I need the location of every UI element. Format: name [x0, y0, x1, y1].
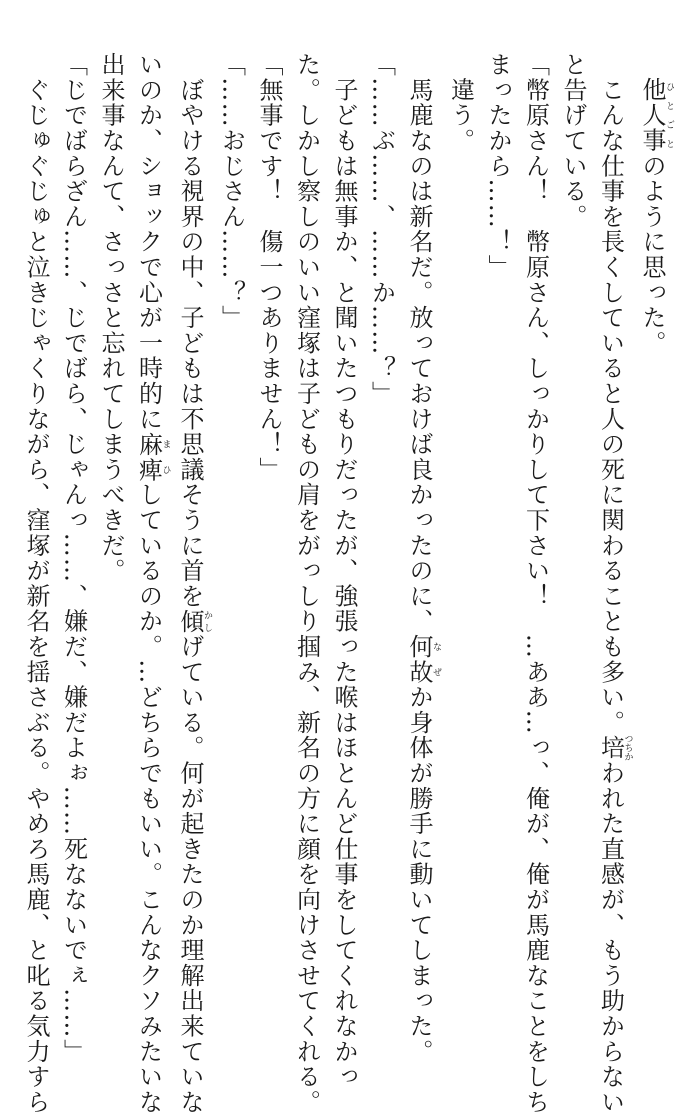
text-line — [633, 52, 675, 982]
text-segment: 「じでばらざん……、じでばら、じゃんっ……、嫌だ、嫌だよぉ……死なないでぇ……」 — [59, 52, 88, 1064]
text-line — [129, 52, 171, 1115]
text-segment: げている。何が起きたのか理解出来ていな — [176, 633, 204, 1115]
text-line — [400, 52, 442, 1065]
text-segment: 馬鹿なのは新名だ。放っておけば良かったのに、 — [405, 52, 433, 634]
text-segment: 「……ぶ……、……か……？」 — [367, 52, 396, 407]
text-line — [516, 52, 554, 1115]
text-line — [325, 52, 363, 1090]
text-line — [479, 52, 517, 982]
text-line — [17, 52, 55, 1115]
text-segment: 「……おじさん……？」 — [217, 52, 246, 331]
text-line — [212, 52, 250, 982]
text-segment: ぼやける視界の中、子どもは不思議そうに首を — [176, 52, 204, 609]
text-line — [54, 52, 92, 1064]
text-line — [287, 52, 325, 1115]
text-segment: と告げている。 — [559, 52, 587, 230]
ruby-word — [405, 633, 441, 685]
ruby-word — [596, 734, 633, 762]
text-segment: 子どもは無事か、と聞いたつもりだったが、強張った喉はほとんど仕事をしてくれなかっ — [330, 52, 358, 1090]
text-segment: のように思った。 — [638, 153, 666, 356]
text-segment: まったから……！」 — [484, 52, 512, 280]
text-line — [362, 52, 400, 982]
text-line — [250, 52, 288, 982]
text-line — [591, 52, 633, 1115]
text-segment: 「幣原さん！ 幣原さん、しっかりして下さい！ …ああ…っ、俺が、俺が馬鹿なことをしち — [521, 52, 550, 1115]
text-segment: か身体が勝手に動いてしまった。 — [405, 684, 433, 1065]
ruby-reading: かし — [202, 608, 212, 634]
text-line — [441, 52, 479, 982]
text-segment: ぐじゅぐじゅと泣きじゃくりながら、窪塚が新名を揺さぶる。やめろ馬鹿、と叱る気力すら — [22, 52, 50, 1115]
text-segment: いのか、ショックで心が一時的に — [134, 52, 163, 432]
text-segment: 「無事です！ 傷一つありません！」 — [255, 52, 283, 483]
text-segment — [638, 52, 666, 77]
ruby-reading: ひとごと — [664, 77, 674, 154]
ruby-base: 何故 — [405, 633, 433, 685]
ruby-base: 他人事 — [638, 77, 666, 154]
ruby-base: 傾 — [176, 608, 204, 634]
text-line — [171, 52, 213, 1115]
text-segment: われた直感が、もう助からない — [596, 760, 625, 1115]
vertical-text-body — [17, 52, 675, 1115]
text-segment: 違う。 — [446, 52, 475, 154]
ruby-base: 培 — [596, 734, 625, 762]
ruby-reading: つちか — [622, 734, 633, 762]
ruby-word — [134, 431, 171, 483]
ruby-reading: なぜ — [431, 633, 441, 685]
text-line — [92, 52, 130, 982]
ruby-reading: まひ — [160, 431, 171, 483]
ruby-word — [176, 608, 212, 634]
text-line — [554, 52, 592, 982]
text-segment: こんな仕事を長くしていると人の死に関わることも多い。 — [596, 52, 625, 736]
ruby-word — [638, 77, 674, 154]
text-segment: しているのか。…どちらでもいい。こんなクソみたいな — [134, 482, 163, 1115]
text-segment: 出来事なんて、さっさと忘れてしまうべきだ。 — [97, 52, 125, 584]
text-segment: た。しかし察しのいい窪塚は子どもの肩をがっしり掴み、新名の方に顔を向けさせてくれる。 — [292, 52, 321, 1115]
ruby-base: 麻痺 — [134, 431, 163, 483]
